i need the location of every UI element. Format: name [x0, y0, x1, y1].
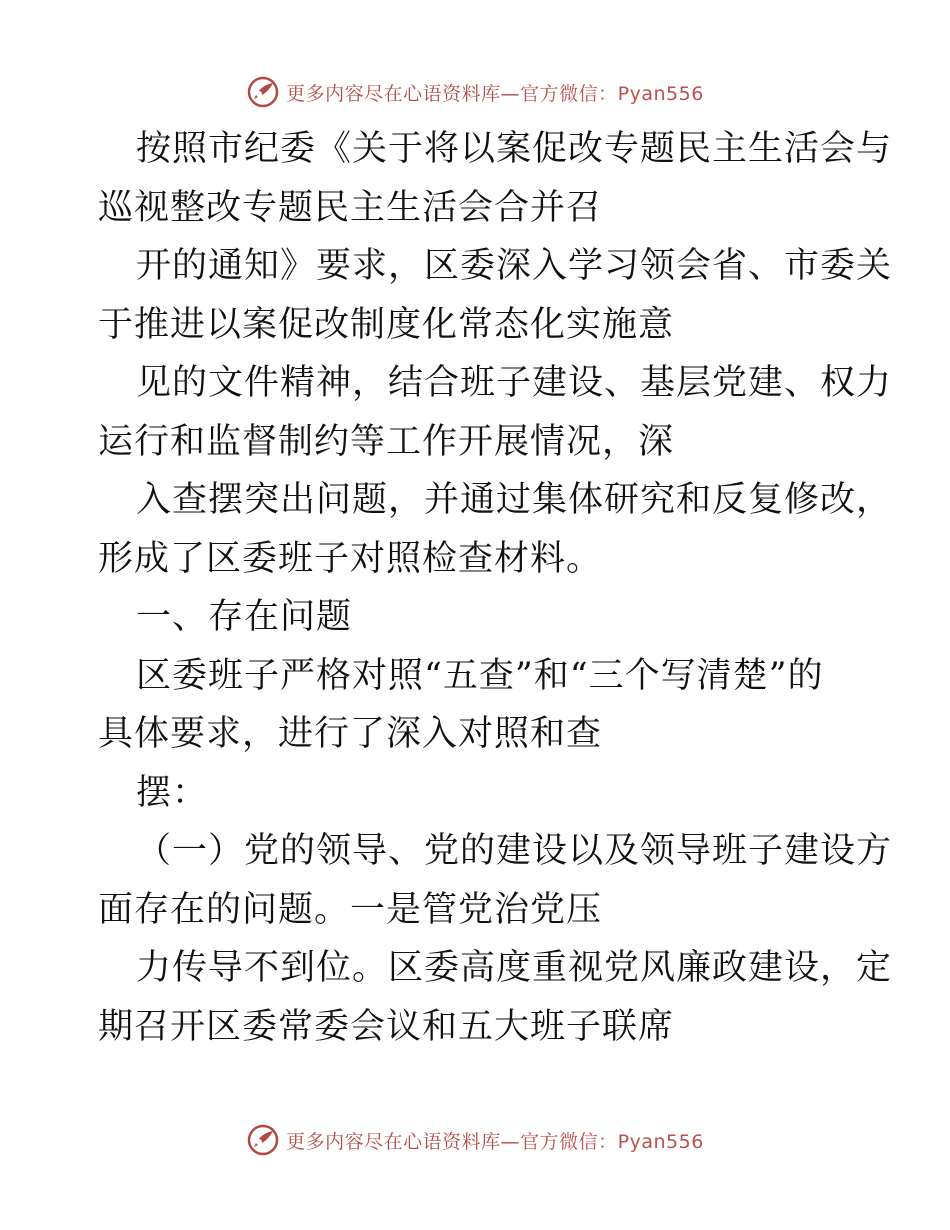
logo-icon	[246, 1123, 280, 1157]
body-line: 具体要求，进行了深入对照和查	[98, 714, 603, 754]
header-banner-wechat: 官方微信：Pyan556	[520, 82, 704, 105]
header-banner-text: 更多内容尽在心语资料库	[286, 82, 501, 105]
body-line: 期召开区委常委会议和五大班子联席	[98, 1006, 675, 1047]
body-line: 面存在的问题。一是管党治党压	[98, 889, 603, 930]
footer-banner-dash: —	[500, 1130, 521, 1153]
body-line: 开的通知》要求，区委深入学习领会省、市委关	[136, 246, 893, 286]
header-banner-label	[286, 79, 704, 106]
header-banner	[0, 72, 950, 112]
body-line: 于推进以案促改制度化常态化实施意	[98, 304, 675, 345]
body-line: 入查摆突出问题，并通过集体研究和反复修改，	[136, 480, 893, 520]
body-line: 力传导不到位。区委高度重视党风廉政建设，定	[136, 948, 893, 988]
body-line: 见的文件精神，结合班子建设、基层党建、权力	[136, 363, 893, 403]
footer-banner-text: 更多内容尽在心语资料库	[286, 1130, 501, 1153]
subsection-line: （一）党的领导、党的建设以及领导班子建设方	[136, 831, 893, 871]
body-line: 按照市纪委《关于将以案促改专题民主生活会与	[136, 129, 893, 169]
body-line: 运行和监督制约等工作开展情况，深	[98, 421, 675, 462]
header-banner-dash: —	[500, 82, 521, 105]
body-line: 巡视整改专题民主生活会合并召	[98, 187, 603, 228]
logo-icon	[246, 75, 280, 109]
footer-banner-label	[286, 1127, 704, 1154]
footer-banner-wechat: 官方微信：Pyan556	[520, 1130, 704, 1153]
body-line: 区委班子严格对照“五查”和“三个写清楚”的	[136, 655, 824, 696]
section-heading: 一、存在问题	[136, 597, 353, 637]
footer-banner	[0, 1120, 950, 1160]
document-body	[98, 120, 893, 1056]
body-line: 形成了区委班子对照检查材料。	[98, 538, 603, 579]
body-line: 摆：	[136, 772, 209, 813]
